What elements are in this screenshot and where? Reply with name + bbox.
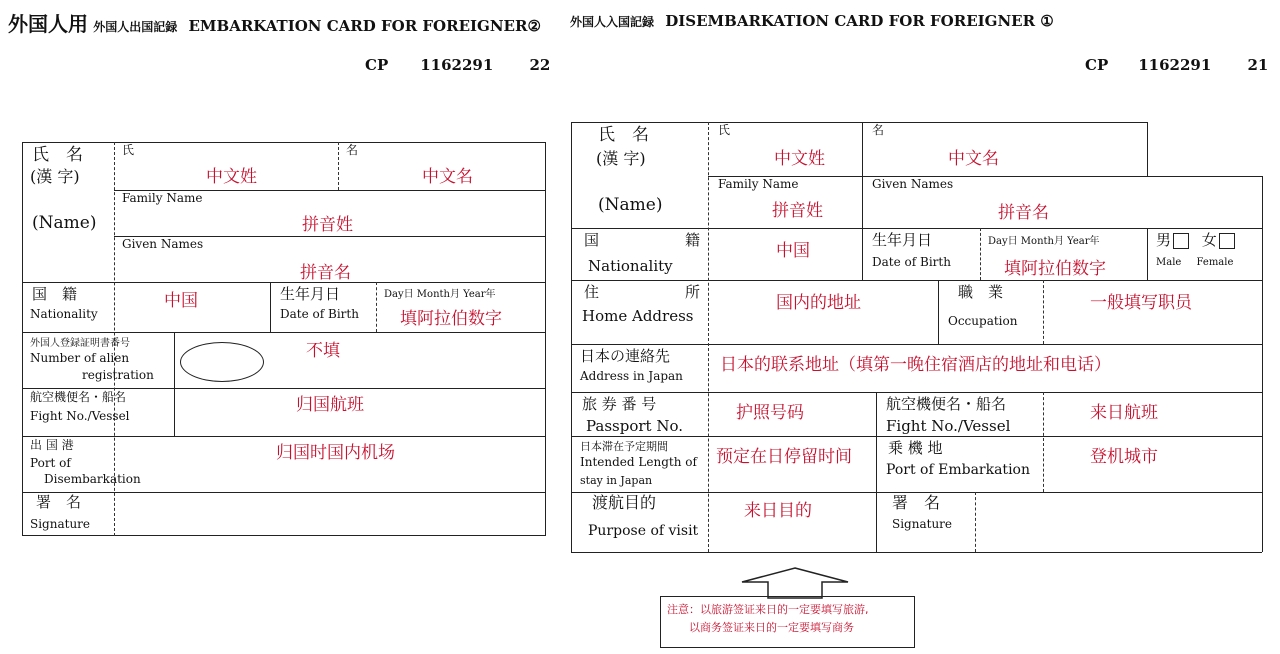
left-flight-label-en: Fight No./Vessel	[30, 409, 130, 423]
left-given-names-label: Given Names	[122, 237, 204, 251]
right-given-names-field[interactable]: 拼音名	[998, 203, 1049, 223]
left-dob-label: 生年月日	[280, 285, 341, 303]
left-flight-label: 航空機便名・船名	[30, 390, 127, 404]
left-dob-header: Day日 Month月 Year年	[384, 289, 496, 300]
right-dob-field[interactable]: 填阿拉伯数字	[1004, 259, 1106, 279]
serial-right-suffix: 21	[1247, 56, 1269, 74]
left-name-label: 氏 名	[32, 145, 83, 165]
left-alien-field[interactable]: 不填	[306, 341, 340, 361]
right-dob-label: 生年月日	[872, 231, 933, 249]
right-japan-address-label-en: Address in Japan	[580, 369, 683, 383]
left-port-label: 出 国 港	[30, 438, 74, 452]
right-passport-field[interactable]: 护照号码	[736, 403, 804, 423]
left-surname-mark: 氏	[122, 143, 135, 157]
right-flight-label: 航空機便名・船名	[886, 395, 1007, 413]
note-line-2: 以商务签证来日的一定要填写商务	[689, 620, 854, 634]
alien-oval-mark	[180, 342, 264, 382]
right-passport-label: 旅 券 番 号	[582, 395, 657, 413]
right-nationality-field[interactable]: 中国	[776, 241, 810, 261]
left-flight-field[interactable]: 归国航班	[296, 395, 364, 415]
right-dob-header: Day日 Month月 Year年	[988, 236, 1100, 247]
visa-purpose-note	[660, 596, 915, 648]
left-name-label-kanji: (漢 字)	[30, 167, 80, 186]
right-address-label-en: Home Address	[582, 307, 694, 325]
right-nationality-label: 国 籍	[584, 231, 700, 249]
right-name-label: 氏 名	[598, 125, 649, 145]
right-header-card: DISEMBARKATION CARD FOR FOREIGNER ①	[665, 12, 1054, 30]
right-signature-field[interactable]	[978, 494, 1260, 550]
right-occupation-label-en: Occupation	[948, 314, 1018, 328]
female-checkbox[interactable]	[1219, 233, 1235, 249]
left-given-mark: 名	[346, 143, 359, 157]
right-purpose-label: 渡航目的	[592, 493, 657, 512]
right-nationality-label-en: Nationality	[588, 257, 673, 275]
left-signature-field[interactable]	[118, 494, 544, 534]
serial-right	[1085, 56, 1268, 74]
right-header-sub: 外国人入国記録	[570, 15, 655, 29]
left-signature-label: 署 名	[36, 493, 82, 511]
left-port-label-en2: Disembarkation	[44, 472, 141, 486]
female-label-en: Female	[1196, 257, 1234, 268]
right-given-names-label: Given Names	[872, 177, 954, 191]
male-label-en: Male	[1156, 257, 1182, 268]
right-stay-label-en2: stay in Japan	[580, 474, 653, 487]
left-nationality-label: 国 籍	[32, 285, 78, 303]
left-header-sub: 外国人出国記録	[93, 20, 178, 34]
right-embarkation-field[interactable]: 登机城市	[1090, 447, 1158, 467]
left-given-names-field[interactable]: 拼音名	[300, 263, 351, 283]
right-stay-label: 日本滞在予定期間	[580, 440, 668, 453]
left-port-label-en1: Port of	[30, 456, 71, 470]
left-alien-label-en1: Number of alien	[30, 351, 130, 365]
left-signature-label-en: Signature	[30, 517, 91, 531]
right-japan-address-field[interactable]: 日本的联系地址（填第一晚住宿酒店的地址和电话）	[720, 355, 1111, 375]
right-address-label: 住 所	[584, 283, 700, 301]
right-purpose-field[interactable]: 来日目的	[744, 501, 812, 521]
left-nationality-label-en: Nationality	[30, 307, 98, 321]
left-family-name-field[interactable]: 拼音姓	[302, 215, 353, 235]
serial-left-prefix: CP	[365, 56, 389, 74]
right-flight-field[interactable]: 来日航班	[1090, 403, 1158, 423]
note-line-1: 注意：以旅游签证来日的一定要填写旅游,	[667, 603, 869, 616]
right-occupation-field[interactable]: 一般填写职员	[1090, 293, 1192, 313]
arrow-up-icon	[720, 566, 870, 600]
right-passport-label-en: Passport No.	[586, 417, 684, 435]
right-name-label-en: (Name)	[598, 195, 663, 215]
right-dob-label-en: Date of Birth	[872, 255, 951, 269]
left-surname-cn-field[interactable]: 中文姓	[206, 167, 257, 187]
right-address-field[interactable]: 国内的地址	[776, 293, 861, 313]
left-dob-label-en: Date of Birth	[280, 307, 359, 321]
right-family-name-label: Family Name	[718, 177, 799, 191]
serial-right-number: 1162291	[1138, 56, 1212, 74]
right-sex-label-en	[1156, 257, 1233, 268]
right-given-mark: 名	[872, 123, 885, 137]
left-nationality-field[interactable]: 中国	[164, 291, 198, 311]
right-stay-label-en1: Intended Length of	[580, 455, 697, 469]
right-sex-options	[1156, 232, 1235, 249]
male-label: 男	[1156, 231, 1172, 249]
right-stay-field[interactable]: 预定在日停留时间	[716, 447, 852, 467]
right-embarkation-label-en: Port of Embarkation	[886, 462, 1030, 478]
female-label: 女	[1201, 231, 1217, 249]
right-flight-label-en: Fight No./Vessel	[886, 417, 1011, 435]
left-header-card: EMBARKATION CARD FOR FOREIGNER②	[188, 17, 541, 35]
right-name-label-kanji: (漢 字)	[596, 149, 646, 168]
right-signature-label: 署 名	[892, 493, 941, 512]
right-signature-label-en: Signature	[892, 517, 953, 531]
left-dob-field[interactable]: 填阿拉伯数字	[400, 309, 502, 329]
serial-right-prefix: CP	[1085, 56, 1109, 74]
right-family-name-field[interactable]: 拼音姓	[772, 201, 823, 221]
right-surname-mark: 氏	[718, 123, 731, 137]
left-port-field[interactable]: 归国时国内机场	[276, 443, 395, 463]
right-japan-address-label: 日本の連絡先	[580, 347, 671, 365]
right-given-cn-field[interactable]: 中文名	[948, 149, 999, 169]
left-header-title: 外国人用	[8, 12, 88, 36]
left-alien-label-en2: registration	[82, 368, 154, 382]
serial-left-suffix: 22	[529, 56, 551, 74]
left-given-cn-field[interactable]: 中文名	[422, 167, 473, 187]
left-alien-label: 外国人登録証明書番号	[30, 338, 130, 349]
male-checkbox[interactable]	[1173, 233, 1189, 249]
serial-left	[365, 56, 550, 74]
serial-left-number: 1162291	[420, 56, 494, 74]
right-embarkation-label: 乗 機 地	[888, 439, 943, 457]
left-name-label-en: (Name)	[32, 213, 97, 233]
right-header	[570, 12, 1054, 30]
left-family-name-label: Family Name	[122, 191, 203, 205]
right-surname-cn-field[interactable]: 中文姓	[774, 149, 825, 169]
right-occupation-label: 職 業	[958, 283, 1004, 301]
right-purpose-label-en: Purpose of visit	[588, 523, 699, 539]
left-header	[8, 8, 541, 37]
